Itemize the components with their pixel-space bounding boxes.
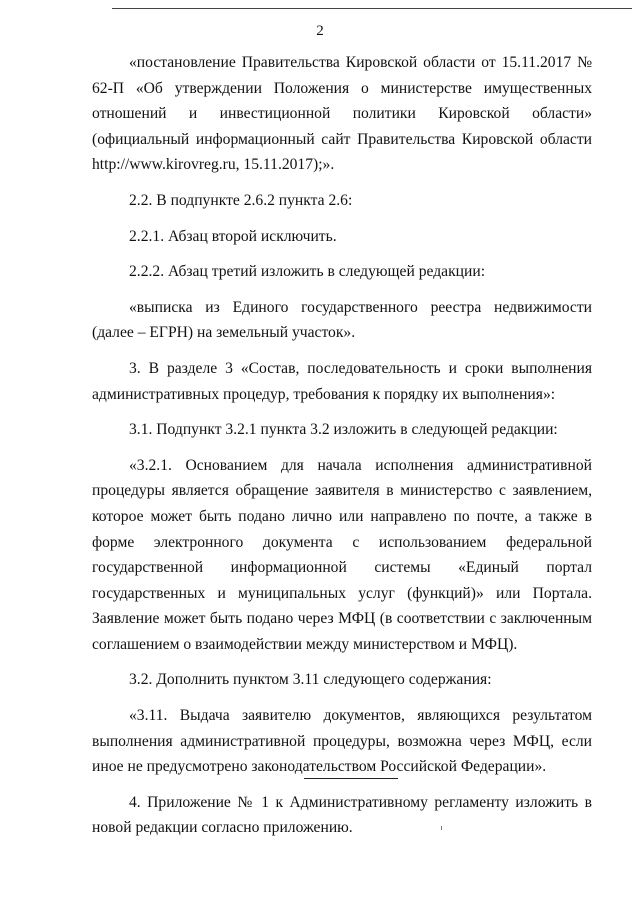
top-rule <box>112 8 632 9</box>
page-number: 2 <box>316 23 324 39</box>
document-body <box>92 50 592 841</box>
paragraph-section-3: 3. В разделе 3 «Состав, последовательность и сроки выполнения административных процедур, требования к порядку их выполнения»: <box>92 359 592 403</box>
scan-speck <box>441 826 442 830</box>
paragraph-2-2-2: 2.2.2. Абзац третий изложить в следующей редакции: <box>129 263 486 281</box>
paragraph-egrn-extract: «выписка из Единого государственного реестра недвижимости (далее – ЕГРН) на земельный участок». <box>92 298 592 342</box>
paragraph-3-11-text: «3.11. Выдача заявителю документов, являющихся результатом выполнения административной процедуры, возможна через МФЦ, если иное не предусмотрено законодательством Российской Федерации». <box>92 707 592 776</box>
end-rule <box>304 778 398 779</box>
paragraph-2-2-1: 2.2.1. Абзац второй исключить. <box>129 227 337 245</box>
paragraph-2-2: 2.2. В подпункте 2.6.2 пункта 2.6: <box>129 191 353 209</box>
paragraph-4: 4. Приложение № 1 к Административному регламенту изложить в новой редакции согласно приложению. <box>92 793 592 837</box>
paragraph-3-2-1-text: «3.2.1. Основанием для начала исполнения административной процедуры является обращение заявителя в министерство с заявлением, которое может быть подано лично или направлено по почте, а также в форме электронного документа с использованием федеральной государственной информационной системы «Единый портал государственных и муниципальных услуг (функций)» или Портала. Заявление может быть подано через МФЦ (в соответствии с заключенным соглашением о взаимодействии между министерством и МФЦ). <box>92 456 592 653</box>
paragraph-3-1: 3.1. Подпункт 3.2.1 пункта 3.2 изложить в следующей редакции: <box>129 421 558 439</box>
paragraph-3-2: 3.2. Дополнить пунктом 3.11 следующего содержания: <box>129 671 492 689</box>
paragraph-decree-citation: «постановление Правительства Кировской области от 15.11.2017 № 62-П «Об утверждении Положения о министерстве имущественных отношений и инвестиционной политики Кировской области» (официальный информационный сайт Правительства Кировской области http://www.kirovreg.ru, 15.11.2017);». <box>92 54 592 174</box>
